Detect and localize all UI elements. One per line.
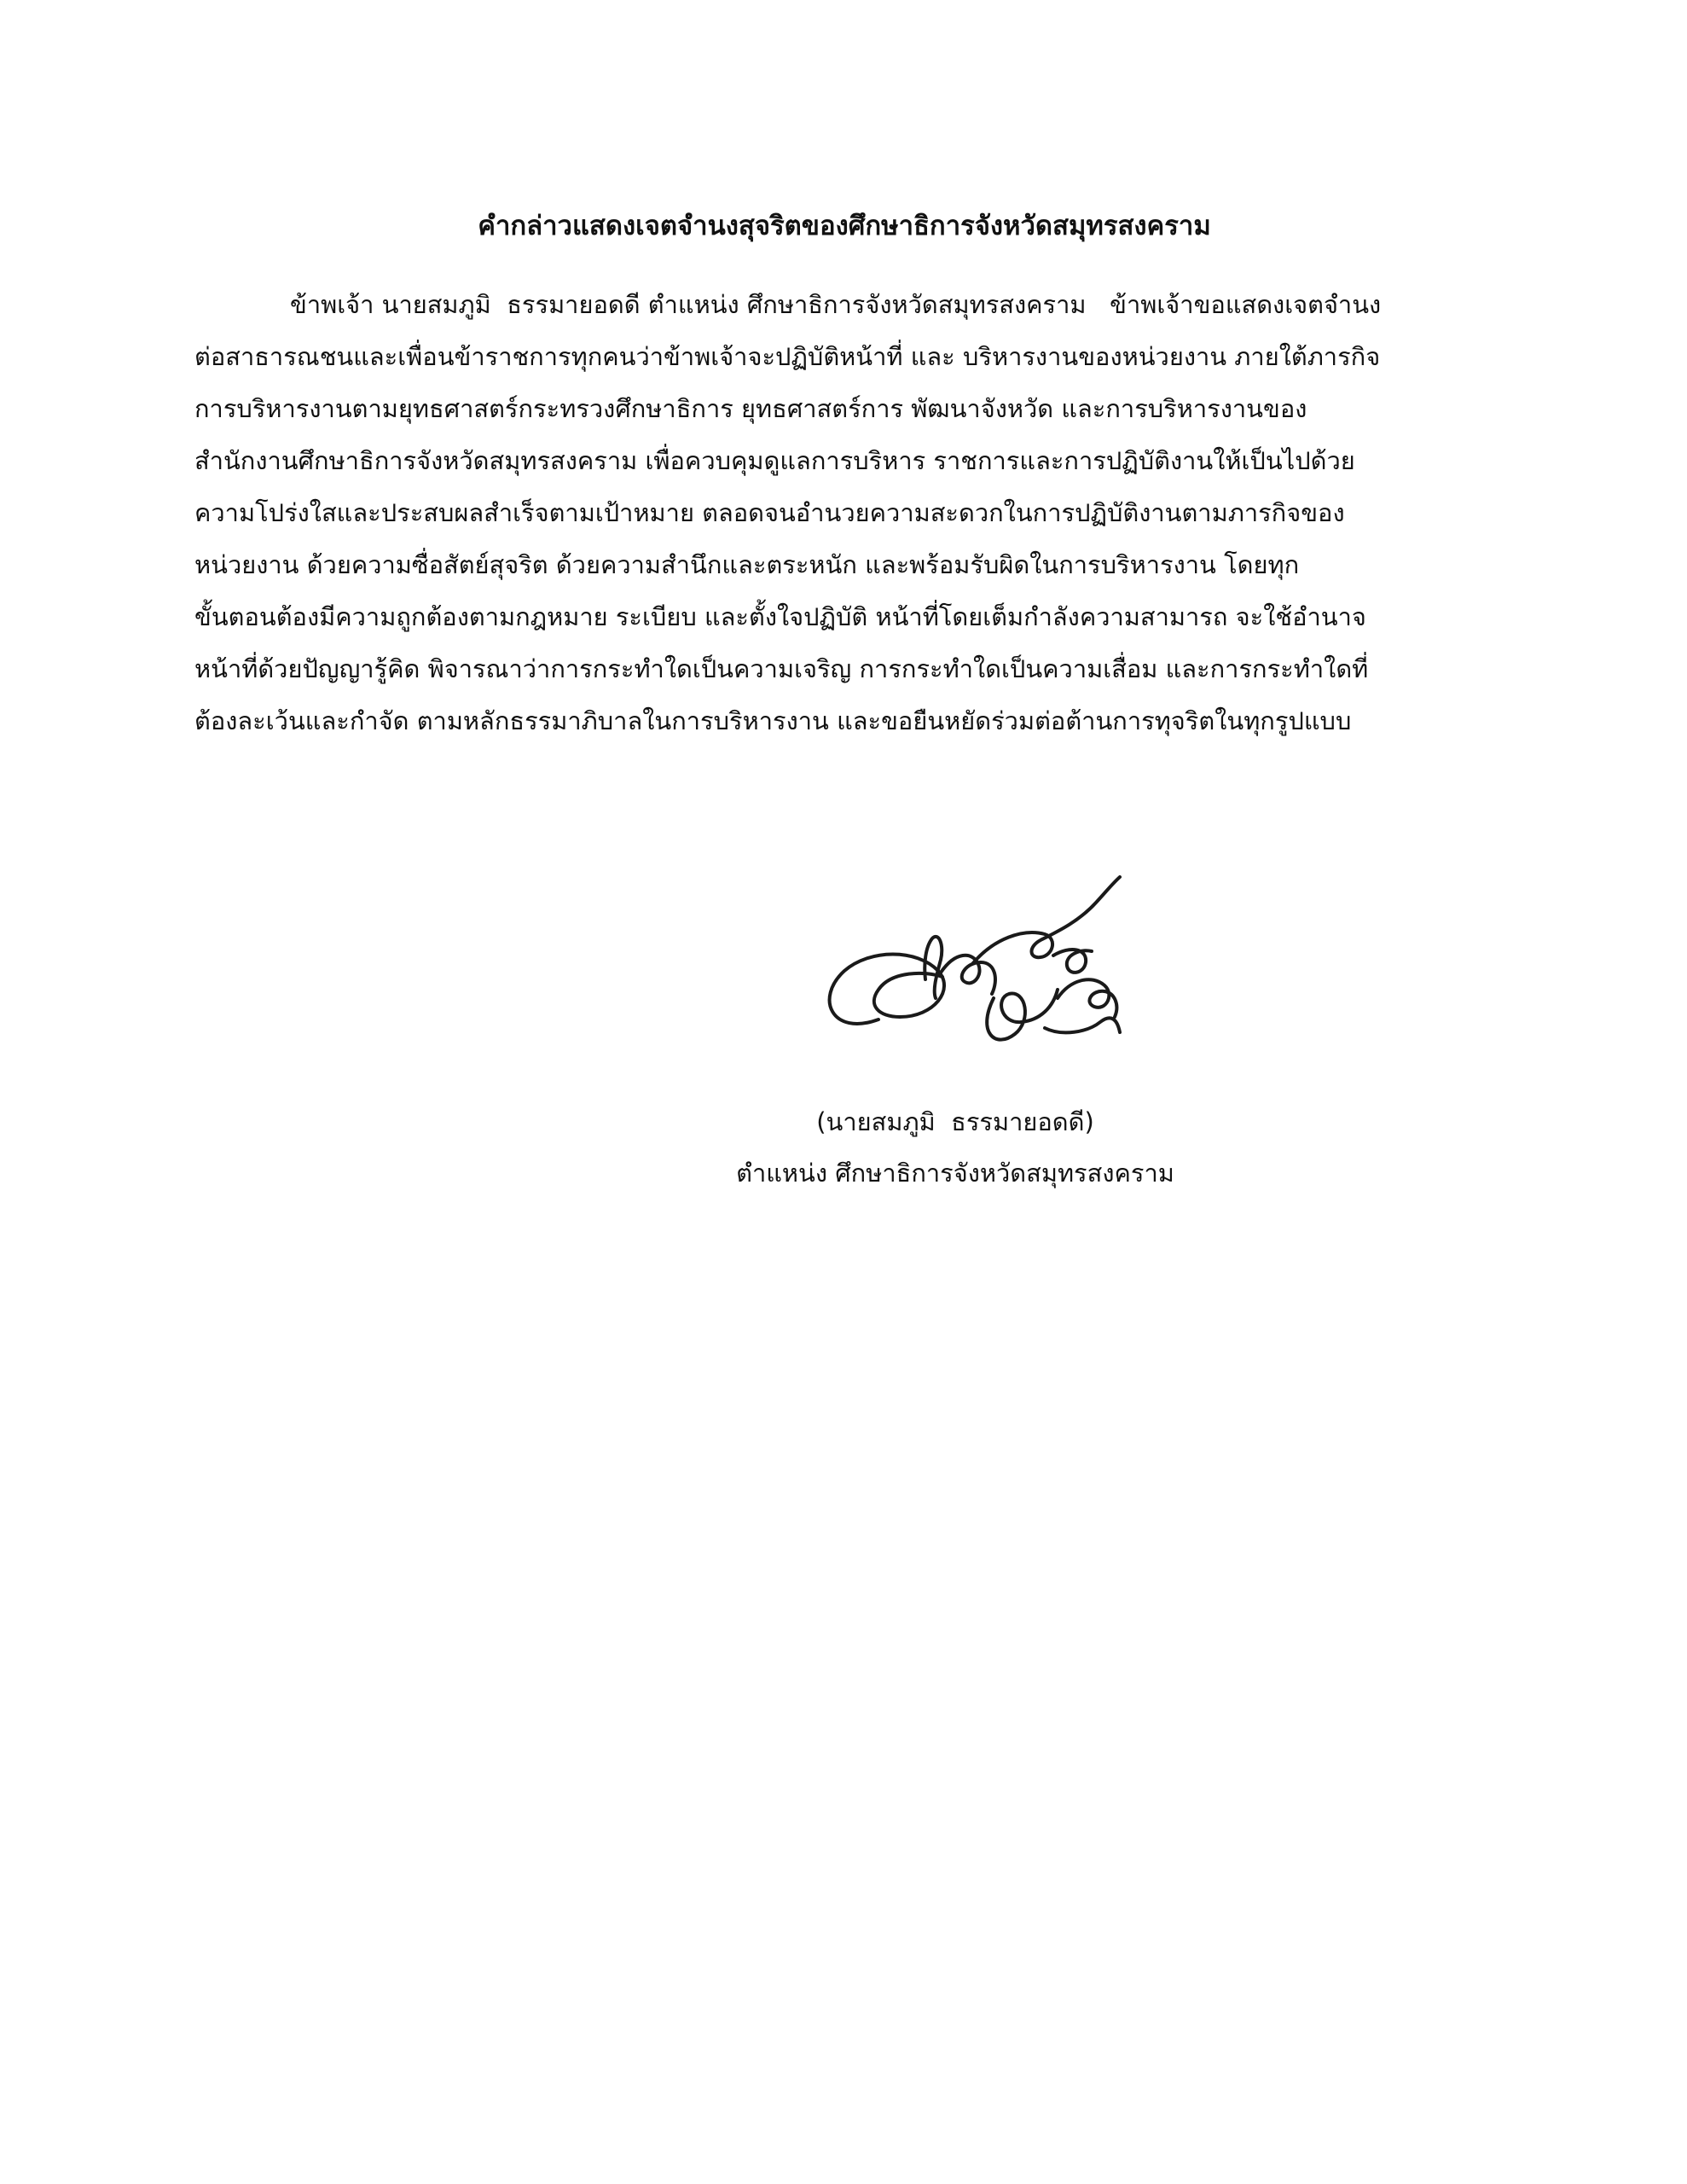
body-line: ขั้นตอนต้องมีความถูกต้องตามกฎหมาย ระเบียบ และตั้งใจปฏิบัติ หน้าที่โดยเต็มกำลังความสามารถ จะใช้อำนาจ [194,602,1366,631]
body-line: การบริหารงานตามยุทธศาสตร์กระทรวงศึกษาธิการ ยุทธศาสตร์การ พัฒนาจังหวัด และการบริหารงานของ [194,394,1307,423]
body-line: หน้าที่ด้วยปัญญารู้คิด พิจารณาว่าการกระทำใดเป็นความเจริญ การกระทำใดเป็นความเสื่อม และการกระทำใดที่ [194,654,1369,683]
document-title: คำกล่าวแสดงเจตจำนงสุจริตของศึกษาธิการจังหวัดสมุทรสงคราม [478,211,1211,241]
body-line: หน่วยงาน ด้วยความซื่อสัตย์สุจริต ด้วยความสำนึกและตระหนัก และพร้อมรับผิดในการบริหารงาน โดยทุก [194,550,1300,579]
signatory-position: ตำแหน่ง ศึกษาธิการจังหวัดสมุทรสงคราม [736,1159,1174,1188]
body-line: ข้าพเจ้า นายสมภูมิ ธรรมายอดดี ตำแหน่ง ศึกษาธิการจังหวัดสมุทรสงคราม ข้าพเจ้าขอแสดงเจตจำนง [290,290,1382,319]
body-line: ความโปร่งใสและประสบผลสำเร็จตามเป้าหมาย ตลอดจนอำนวยความสะดวกในการปฏิบัติงานตามภารกิจของ [194,498,1345,527]
signatory-block [682,1096,1228,1199]
body-line: ต่อสาธารณชนและเพื่อนข้าราชการทุกคนว่าข้าพเจ้าจะปฏิบัติหน้าที่ และ บริหารงานของหน่วยงาน ภายใต้ภารกิจ [194,342,1381,371]
declaration-body [194,279,1495,747]
body-line: สำนักงานศึกษาธิการจังหวัดสมุทรสงคราม เพื่อควบคุมดูแลการบริหาร ราชการและการปฏิบัติงานให้เป็นไปด้วย [194,446,1355,475]
body-line: ต้องละเว้นและกำจัด ตามหลักธรรมาภิบาลในการบริหารงาน และขอยืนหยัดร่วมต่อต้านการทุจริตในทุกรูปแบบ [194,706,1352,735]
handwritten-signature-icon [797,870,1190,1062]
signatory-name: (นายสมภูมิ ธรรมายอดดี) [816,1107,1094,1136]
